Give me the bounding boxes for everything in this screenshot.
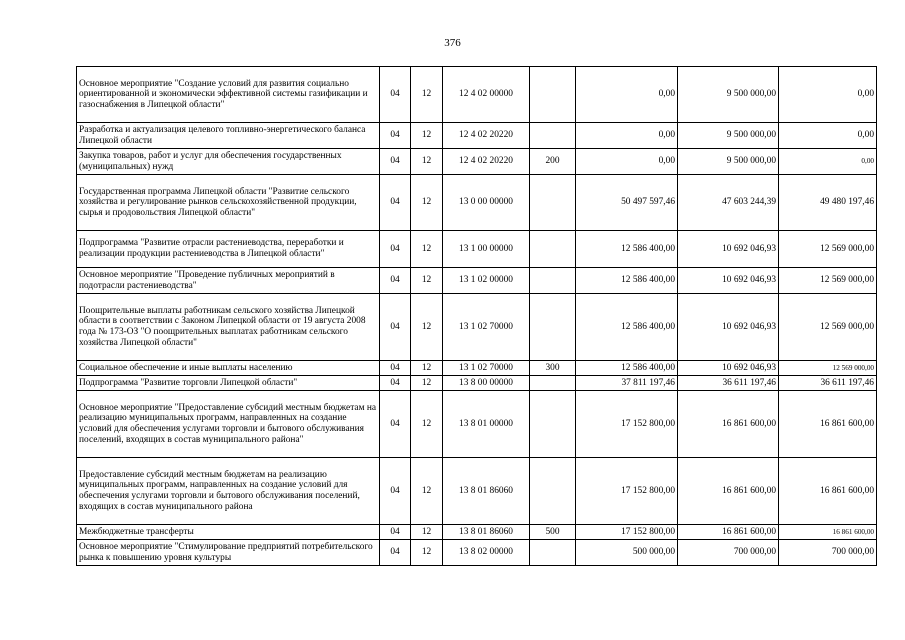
section-code: 04 — [380, 391, 411, 458]
table-row — [77, 540, 877, 566]
amount-year-3: 12 569 000,00 — [779, 231, 877, 268]
row-name: Основное мероприятие "Создание условий для развития социально ориентированной и экономически эффективной системы газификации и газоснабжения в Липецкой области" — [77, 67, 380, 123]
row-name: Подпрограмма "Развитие отрасли растениеводства, переработки и реализации продукции растениеводства в Липецкой области" — [77, 231, 380, 268]
amount-year-3: 16 861 600,00 — [779, 391, 877, 458]
target-article-code: 13 0 00 00000 — [443, 175, 530, 231]
amount-year-1: 17 152 800,00 — [576, 525, 678, 540]
subsection-code: 12 — [411, 376, 443, 391]
expense-type-code — [530, 123, 576, 149]
subsection-code: 12 — [411, 123, 443, 149]
row-name: Межбюджетные трансферты — [77, 525, 380, 540]
target-article-code: 13 1 02 70000 — [443, 294, 530, 361]
subsection-code: 12 — [411, 268, 443, 294]
target-article-code: 13 1 00 00000 — [443, 231, 530, 268]
subsection-code: 12 — [411, 231, 443, 268]
amount-year-2: 10 692 046,93 — [678, 231, 779, 268]
amount-year-2: 10 692 046,93 — [678, 361, 779, 376]
budget-table — [76, 66, 877, 566]
amount-year-2: 36 611 197,46 — [678, 376, 779, 391]
expense-type-code — [530, 376, 576, 391]
amount-year-3: 12 569 000,00 — [779, 294, 877, 361]
expense-type-code: 200 — [530, 149, 576, 175]
section-code: 04 — [380, 149, 411, 175]
expense-type-code — [530, 458, 576, 525]
amount-year-1: 12 586 400,00 — [576, 268, 678, 294]
amount-year-1: 500 000,00 — [576, 540, 678, 566]
subsection-code: 12 — [411, 294, 443, 361]
subsection-code: 12 — [411, 458, 443, 525]
amount-year-2: 47 603 244,39 — [678, 175, 779, 231]
amount-year-2: 16 861 600,00 — [678, 458, 779, 525]
subsection-code: 12 — [411, 540, 443, 566]
amount-year-2: 9 500 000,00 — [678, 123, 779, 149]
amount-year-3: 36 611 197,46 — [779, 376, 877, 391]
amount-year-1: 17 152 800,00 — [576, 458, 678, 525]
section-code: 04 — [380, 525, 411, 540]
table-row — [77, 525, 877, 540]
section-code: 04 — [380, 231, 411, 268]
amount-year-1: 17 152 800,00 — [576, 391, 678, 458]
row-name: Основное мероприятие "Проведение публичных мероприятий в подотрасли растениеводства" — [77, 268, 380, 294]
section-code: 04 — [380, 67, 411, 123]
subsection-code: 12 — [411, 67, 443, 123]
amount-year-1: 0,00 — [576, 67, 678, 123]
section-code: 04 — [380, 458, 411, 525]
amount-year-3: 12 569 000,00 — [779, 361, 877, 376]
row-name: Закупка товаров, работ и услуг для обеспечения государственных (муниципальных) нужд — [77, 149, 380, 175]
section-code: 04 — [380, 540, 411, 566]
table-row — [77, 458, 877, 525]
row-name: Разработка и актуализация целевого топливно-энергетического баланса Липецкой области — [77, 123, 380, 149]
section-code: 04 — [380, 294, 411, 361]
subsection-code: 12 — [411, 149, 443, 175]
amount-year-2: 10 692 046,93 — [678, 294, 779, 361]
target-article-code: 12 4 02 20220 — [443, 123, 530, 149]
expense-type-code: 300 — [530, 361, 576, 376]
amount-year-3: 0,00 — [779, 67, 877, 123]
subsection-code: 12 — [411, 525, 443, 540]
page-number: 376 — [444, 37, 461, 49]
subsection-code: 12 — [411, 391, 443, 458]
expense-type-code — [530, 540, 576, 566]
amount-year-1: 0,00 — [576, 149, 678, 175]
table-row — [77, 294, 877, 361]
table-row — [77, 361, 877, 376]
amount-year-1: 0,00 — [576, 123, 678, 149]
row-name: Поощрительные выплаты работникам сельского хозяйства Липецкой области в соответствии с Законом Липецкой области от 19 августа 2008 года № 173-ОЗ "О поощрительных выплатах работникам сельского хозяйства Липецкой области" — [77, 294, 380, 361]
subsection-code: 12 — [411, 175, 443, 231]
amount-year-1: 37 811 197,46 — [576, 376, 678, 391]
section-code: 04 — [380, 361, 411, 376]
table-row — [77, 391, 877, 458]
section-code: 04 — [380, 376, 411, 391]
target-article-code: 13 1 02 00000 — [443, 268, 530, 294]
section-code: 04 — [380, 123, 411, 149]
expense-type-code — [530, 67, 576, 123]
table-row — [77, 67, 877, 123]
expense-type-code — [530, 175, 576, 231]
amount-year-3: 16 861 600,00 — [779, 525, 877, 540]
expense-type-code — [530, 231, 576, 268]
row-name: Основное мероприятие "Стимулирование предприятий потребительского рынка к повышению уровня культуры — [77, 540, 380, 566]
target-article-code: 12 4 02 00000 — [443, 67, 530, 123]
amount-year-2: 16 861 600,00 — [678, 391, 779, 458]
subsection-code: 12 — [411, 361, 443, 376]
amount-year-3: 0,00 — [779, 123, 877, 149]
amount-year-2: 16 861 600,00 — [678, 525, 779, 540]
amount-year-3: 700 000,00 — [779, 540, 877, 566]
amount-year-3: 49 480 197,46 — [779, 175, 877, 231]
row-name: Предоставление субсидий местным бюджетам на реализацию муниципальных программ, направленных на создание условий для обеспечения услугами торговли и бытового обслуживания поселений, входящих в состав муниципального района — [77, 458, 380, 525]
amount-year-2: 9 500 000,00 — [678, 149, 779, 175]
target-article-code: 13 8 01 86060 — [443, 525, 530, 540]
amount-year-3: 16 861 600,00 — [779, 458, 877, 525]
table-row — [77, 175, 877, 231]
amount-year-1: 12 586 400,00 — [576, 361, 678, 376]
amount-year-1: 12 586 400,00 — [576, 294, 678, 361]
amount-year-3: 12 569 000,00 — [779, 268, 877, 294]
amount-year-2: 10 692 046,93 — [678, 268, 779, 294]
row-name: Основное мероприятие "Предоставление субсидий местным бюджетам на реализацию муниципальных программ, направленных на создание условий для обеспечения услугами торговли и бытового обслуживания поселений, входящих в состав муниципального района" — [77, 391, 380, 458]
amount-year-3: 0,00 — [779, 149, 877, 175]
expense-type-code: 500 — [530, 525, 576, 540]
section-code: 04 — [380, 175, 411, 231]
row-name: Подпрограмма "Развитие торговли Липецкой области" — [77, 376, 380, 391]
table-row — [77, 268, 877, 294]
target-article-code: 13 8 00 00000 — [443, 376, 530, 391]
target-article-code: 12 4 02 20220 — [443, 149, 530, 175]
expense-type-code — [530, 391, 576, 458]
expense-type-code — [530, 268, 576, 294]
amount-year-1: 12 586 400,00 — [576, 231, 678, 268]
amount-year-2: 700 000,00 — [678, 540, 779, 566]
row-name: Государственная программа Липецкой области "Развитие сельского хозяйства и регулирование рынков сельскохозяйственной продукции, сырья и продовольствия Липецкой области" — [77, 175, 380, 231]
section-code: 04 — [380, 268, 411, 294]
row-name: Социальное обеспечение и иные выплаты населению — [77, 361, 380, 376]
amount-year-2: 9 500 000,00 — [678, 67, 779, 123]
target-article-code: 13 8 02 00000 — [443, 540, 530, 566]
target-article-code: 13 8 01 86060 — [443, 458, 530, 525]
amount-year-1: 50 497 597,46 — [576, 175, 678, 231]
expense-type-code — [530, 294, 576, 361]
table-row — [77, 231, 877, 268]
target-article-code: 13 1 02 70000 — [443, 361, 530, 376]
target-article-code: 13 8 01 00000 — [443, 391, 530, 458]
table-row — [77, 149, 877, 175]
table-row — [77, 123, 877, 149]
table-row — [77, 376, 877, 391]
